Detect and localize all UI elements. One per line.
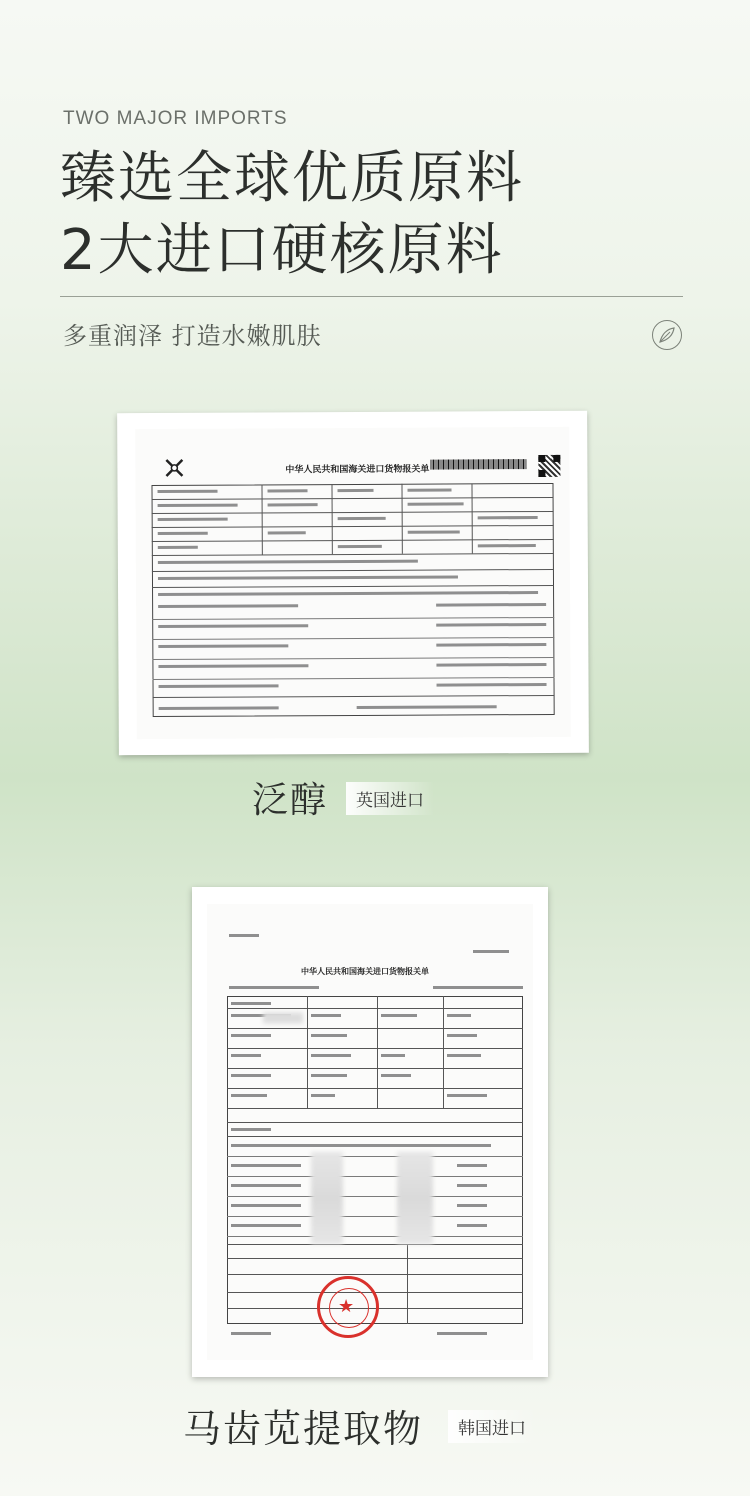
text-line — [231, 1144, 491, 1147]
grid-line — [227, 1274, 523, 1275]
redacted-area — [263, 1012, 303, 1024]
text-line — [159, 684, 279, 688]
text-line — [447, 1094, 487, 1097]
text-line — [338, 517, 386, 520]
item-row-line — [227, 1216, 523, 1217]
text-line — [158, 532, 208, 535]
text-line — [447, 1054, 481, 1057]
divider — [60, 296, 683, 297]
text-line — [478, 544, 536, 547]
text-line — [231, 1224, 301, 1227]
document-frame-1 — [117, 411, 589, 755]
grid-line — [227, 1244, 523, 1245]
item-row-line — [227, 1176, 523, 1177]
text-line — [381, 1074, 411, 1077]
barcode — [430, 459, 526, 470]
text-line — [231, 1204, 301, 1207]
grid-line — [443, 996, 444, 1108]
seal-star-icon: ★ — [338, 1296, 355, 1317]
text-line — [231, 1184, 301, 1187]
text-line — [381, 1054, 405, 1057]
text-line — [447, 1034, 477, 1037]
text-line — [408, 530, 460, 533]
document-frame-2 — [192, 887, 548, 1377]
origin-tag-2: 韩国进口 — [448, 1410, 536, 1443]
eyebrow-text: TWO MAJOR IMPORTS — [63, 108, 288, 129]
text-line — [268, 489, 308, 492]
grid-line — [227, 1048, 523, 1049]
text-line — [231, 1034, 271, 1037]
text-line — [338, 545, 382, 548]
text-line — [457, 1224, 487, 1227]
caption-1: 泛醇 — [252, 780, 329, 821]
text-line — [311, 1094, 335, 1097]
grid-line — [377, 996, 378, 1108]
text-line — [311, 1014, 341, 1017]
item-row-line — [227, 1156, 523, 1157]
leaf-icon — [652, 320, 682, 350]
text-line — [231, 1128, 271, 1131]
grid-line — [307, 996, 308, 1108]
title-line-1: 臻选全球优质原料 — [60, 146, 524, 211]
subtitle: 多重润泽 打造水嫩肌肤 — [63, 322, 322, 350]
text-line — [231, 1054, 261, 1057]
text-line — [158, 490, 218, 493]
text-line — [231, 1094, 267, 1097]
redacted-area — [397, 1152, 433, 1244]
text-line — [433, 986, 523, 989]
text-line — [231, 1074, 271, 1077]
text-line — [229, 986, 319, 989]
grid-line — [227, 1258, 523, 1259]
text-line — [436, 643, 546, 647]
text-line — [159, 706, 279, 710]
customs-emblem-icon — [163, 457, 185, 479]
text-line — [229, 934, 259, 937]
text-line — [437, 683, 547, 687]
text-line — [447, 1014, 471, 1017]
text-line — [473, 950, 509, 953]
text-line — [457, 1204, 487, 1207]
caption-2: 马齿苋提取物 — [183, 1407, 424, 1451]
grid-line — [227, 1122, 523, 1123]
text-line — [338, 489, 374, 492]
text-line — [436, 603, 546, 607]
text-line — [268, 503, 318, 506]
item-row-line — [227, 1236, 523, 1237]
title-line-2: 2大进口硬核原料 — [60, 218, 504, 283]
text-line — [231, 1332, 271, 1335]
item-row-line — [227, 1196, 523, 1197]
grid-line — [407, 1244, 408, 1324]
text-line — [437, 1332, 487, 1335]
text-line — [158, 518, 228, 521]
text-line — [231, 1002, 271, 1005]
grid-line — [227, 1108, 523, 1109]
grid-line — [227, 1088, 523, 1089]
origin-tag-1: 英国进口 — [346, 782, 434, 815]
text-line — [457, 1184, 487, 1187]
document-title: 中华人民共和国海关进口货物报关单 — [301, 967, 429, 976]
text-line — [311, 1074, 347, 1077]
document-title: 中华人民共和国海关进口货物报关单 — [285, 464, 430, 476]
customs-declaration-1 — [135, 427, 571, 739]
text-line — [311, 1034, 347, 1037]
text-line — [436, 623, 546, 627]
redacted-area — [311, 1152, 343, 1244]
grid-line — [227, 1028, 523, 1029]
text-line — [436, 663, 546, 667]
grid-line — [227, 1008, 523, 1009]
text-line — [158, 504, 238, 507]
grid-line — [227, 1068, 523, 1069]
text-line — [311, 1054, 351, 1057]
text-line — [268, 531, 306, 534]
qr-code — [538, 455, 560, 477]
text-line — [381, 1014, 417, 1017]
text-line — [231, 1164, 301, 1167]
text-line — [457, 1164, 487, 1167]
grid-line — [227, 1136, 523, 1137]
text-line — [408, 488, 452, 491]
text-line — [478, 516, 538, 519]
text-line — [408, 502, 464, 505]
text-line — [158, 546, 198, 549]
customs-declaration-2 — [207, 904, 533, 1360]
